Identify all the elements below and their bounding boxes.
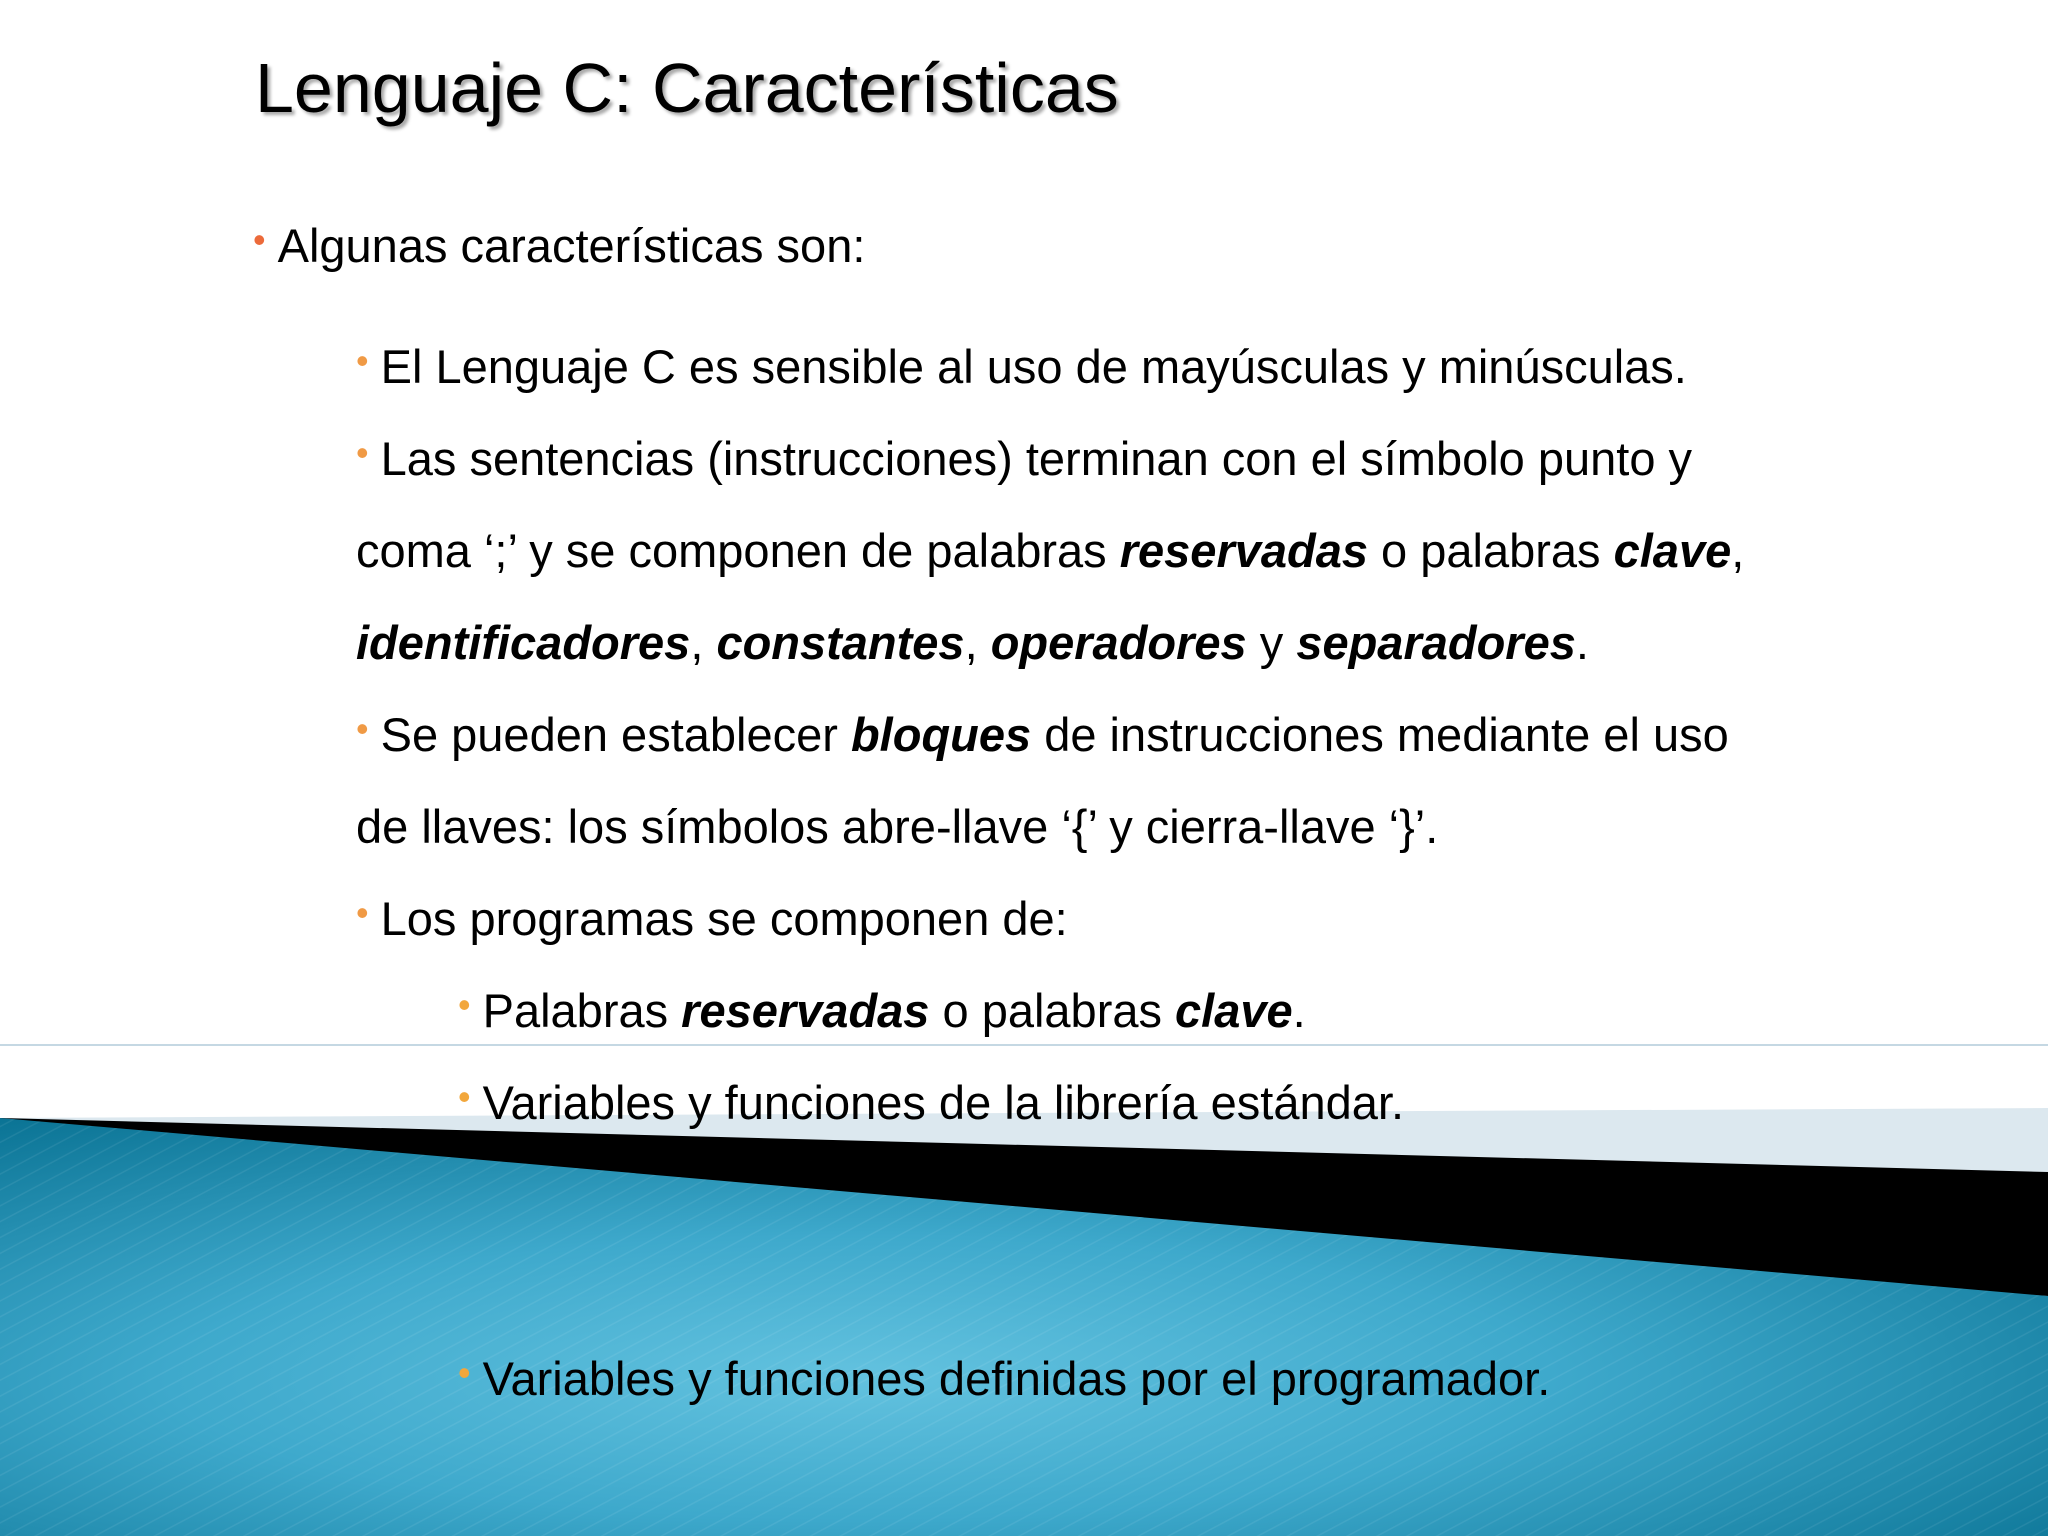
item-text: o palabras xyxy=(1368,524,1614,577)
keyword-identificadores: identificadores xyxy=(356,616,691,669)
keyword-separadores: separadores xyxy=(1296,616,1576,669)
bullet-icon: • xyxy=(356,432,369,473)
item-text: , xyxy=(690,616,717,669)
bullet-icon: • xyxy=(458,984,471,1025)
item-blocks-line-1 xyxy=(356,707,1729,767)
item-text: Los programas se componen de: xyxy=(380,892,1068,945)
item-text: El Lenguaje C es sensible al uso de mayúsculas y minúsculas. xyxy=(380,340,1687,393)
bullet-icon: • xyxy=(356,708,369,749)
bullet-icon: • xyxy=(253,219,266,260)
item-text: coma ‘;’ y se componen de palabras xyxy=(356,524,1120,577)
item-blocks-line-2 xyxy=(356,799,1438,855)
item-text: o palabras xyxy=(929,984,1176,1037)
intro-text: Algunas características son: xyxy=(277,219,866,272)
item-text: Se pueden establecer xyxy=(380,708,851,761)
sub-item-user-defined xyxy=(458,1351,1550,1411)
item-text: , xyxy=(1731,524,1745,577)
keyword-constantes: constantes xyxy=(716,616,965,669)
sub-item-keywords xyxy=(458,983,1306,1043)
slide-title: Lenguaje C: Características xyxy=(255,49,1119,127)
item-text: Variables y funciones de la librería estándar. xyxy=(482,1076,1404,1129)
bullet-icon: • xyxy=(458,1352,471,1393)
item-sentences-line-3 xyxy=(356,615,1589,671)
item-text: Palabras xyxy=(482,984,682,1037)
item-text: de llaves: los símbolos abre-llave ‘{’ y cierra-llave ‘}’. xyxy=(356,800,1439,853)
sub-item-stdlib xyxy=(458,1075,1404,1135)
keyword-clave: clave xyxy=(1175,984,1293,1037)
intro-item xyxy=(253,218,865,278)
item-text: de instrucciones mediante el uso xyxy=(1031,708,1729,761)
item-sentences-line-1 xyxy=(356,431,1692,491)
keyword-reservadas: reservadas xyxy=(1119,524,1368,577)
item-case-sensitive xyxy=(356,339,1687,399)
bullet-icon: • xyxy=(356,340,369,381)
item-text: . xyxy=(1575,616,1589,669)
keyword-reservadas: reservadas xyxy=(681,984,930,1037)
item-programs xyxy=(356,891,1068,951)
item-text: . xyxy=(1292,984,1306,1037)
keyword-bloques: bloques xyxy=(850,708,1032,761)
bullet-icon: • xyxy=(356,892,369,933)
keyword-operadores: operadores xyxy=(990,616,1247,669)
bullet-icon: • xyxy=(458,1076,471,1117)
item-text: , xyxy=(964,616,991,669)
keyword-clave: clave xyxy=(1613,524,1732,577)
item-text: Variables y funciones definidas por el programador. xyxy=(482,1352,1551,1405)
item-sentences-line-2 xyxy=(356,523,1744,579)
item-text: Las sentencias (instrucciones) terminan con el símbolo punto y xyxy=(380,432,1693,485)
item-text: y xyxy=(1246,616,1297,669)
